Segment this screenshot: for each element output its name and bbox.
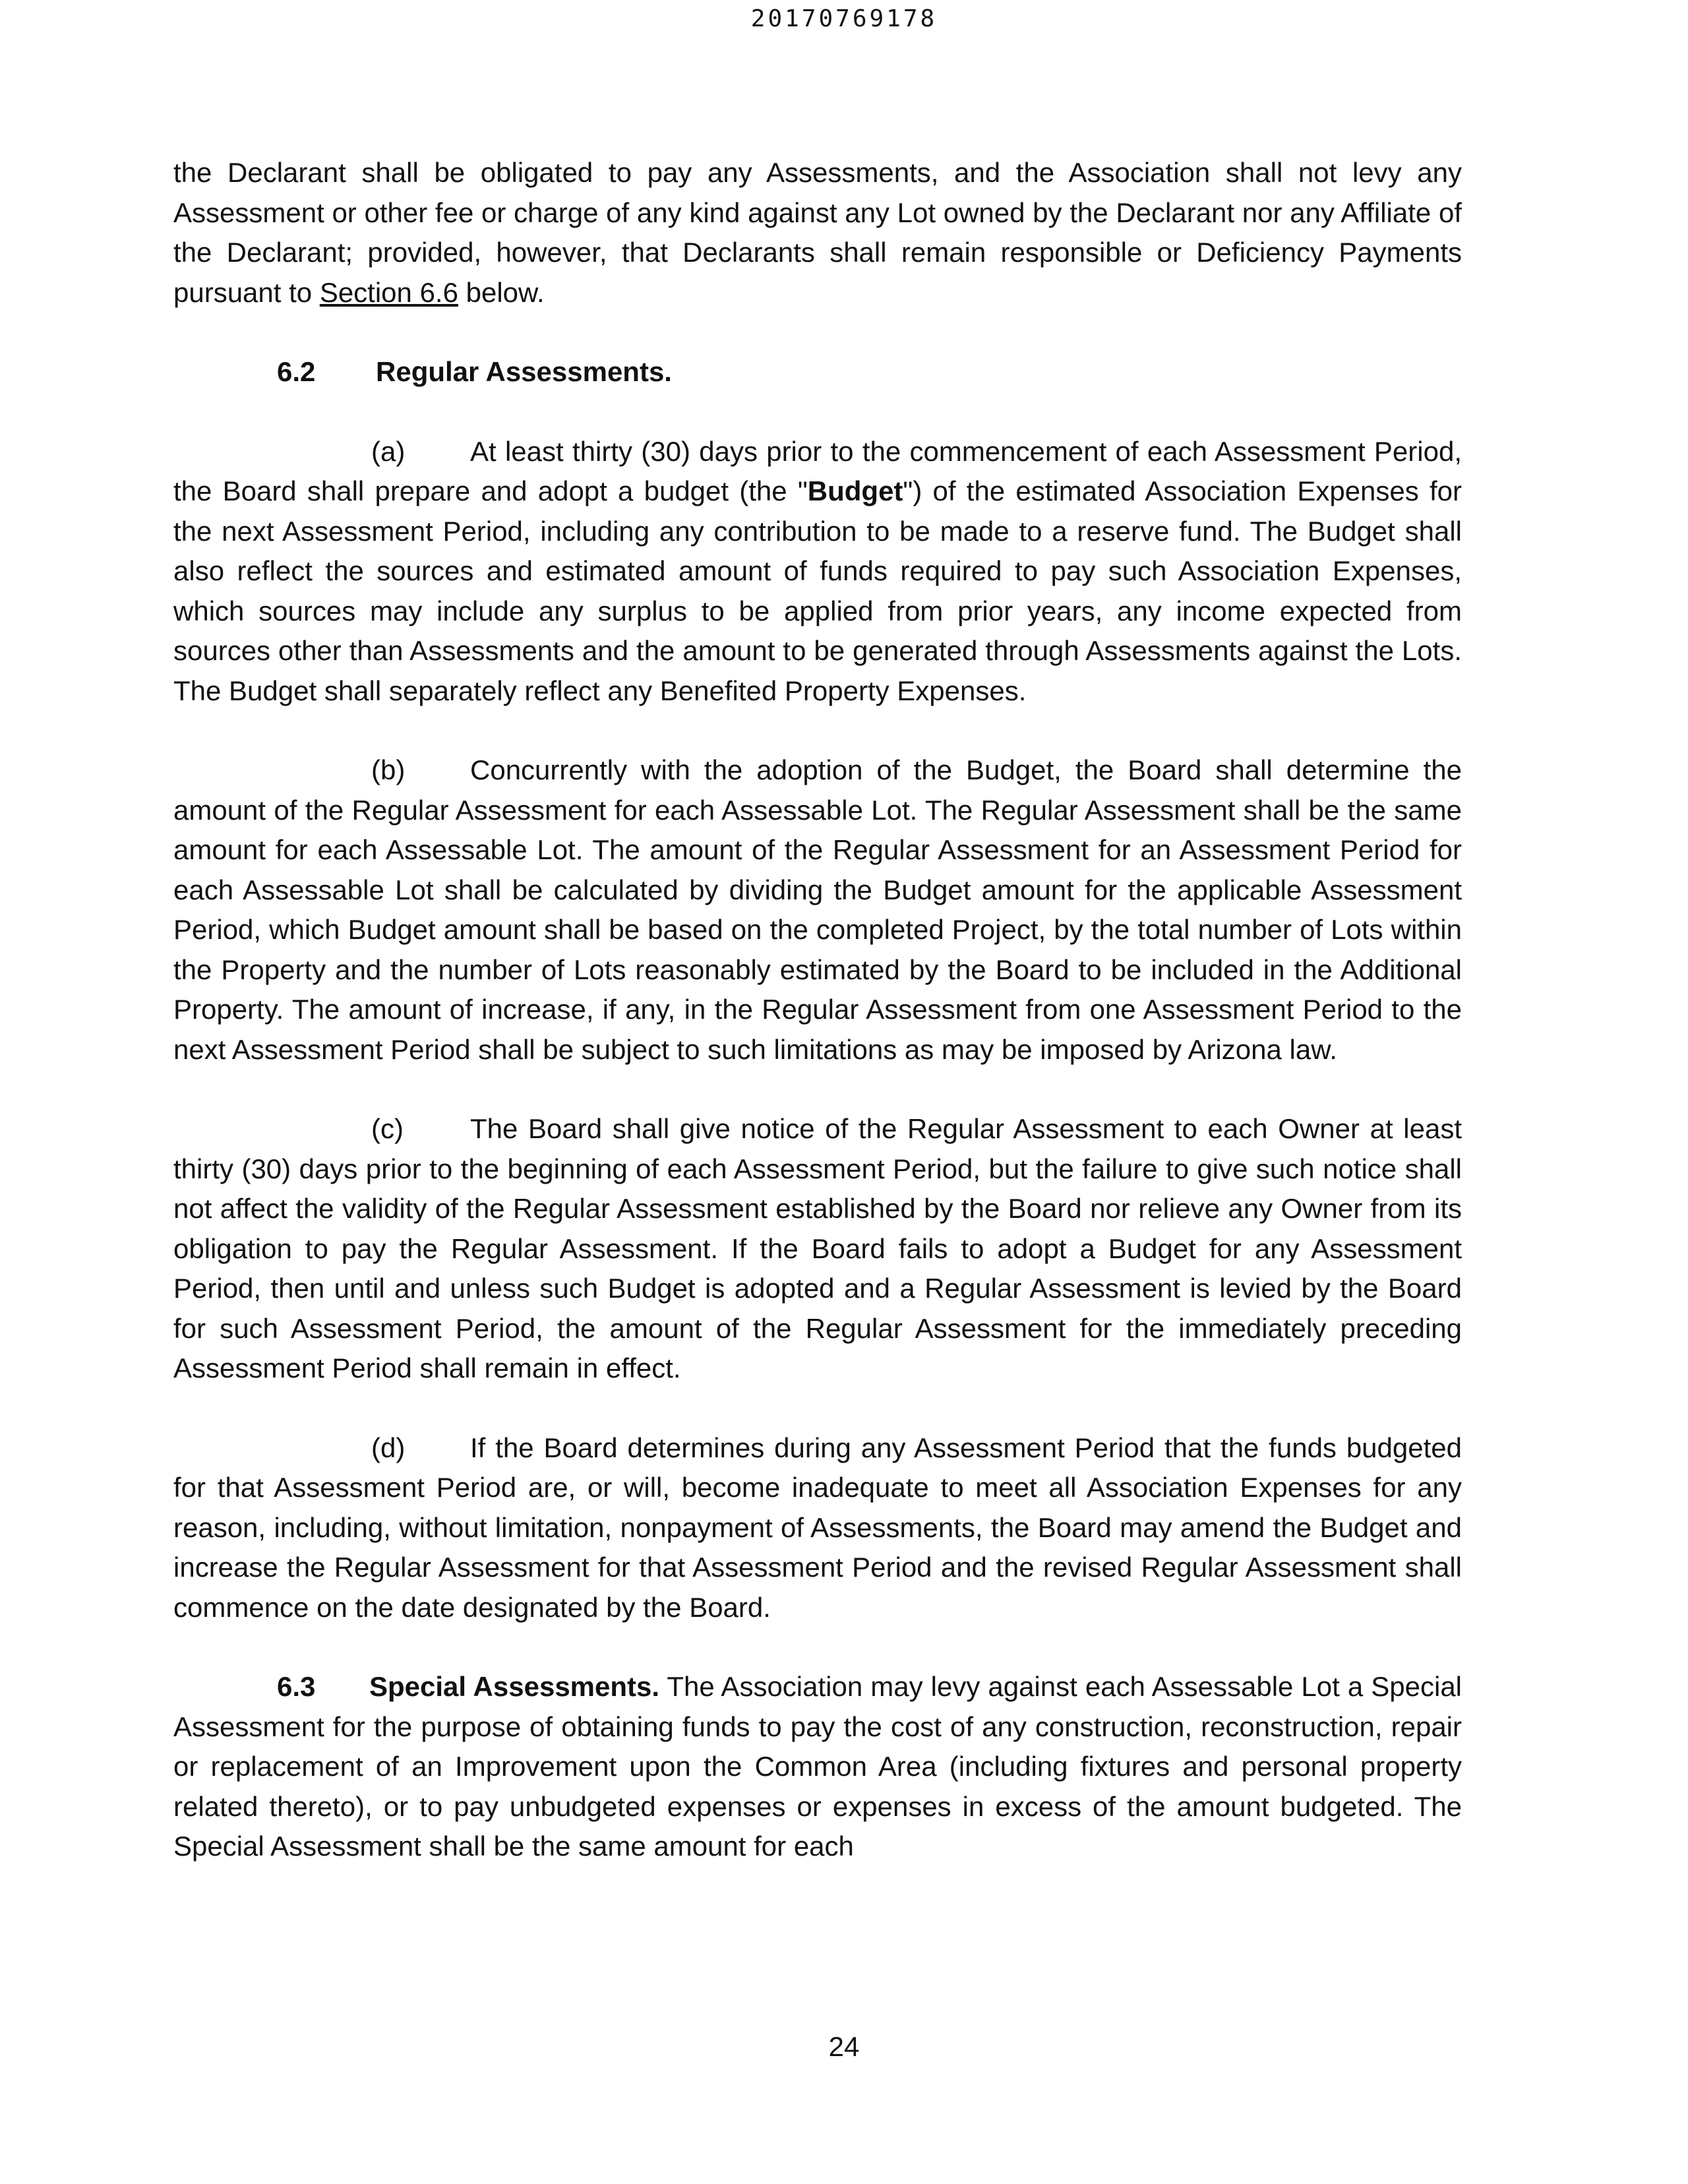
section-6-6-reference: Section 6.6 xyxy=(319,276,458,308)
subparagraph-label: (b) xyxy=(371,754,406,785)
section-title: Regular Assessments. xyxy=(376,356,672,387)
subparagraph-d xyxy=(173,1428,1462,1628)
intro-text: the Declarant shall be obligated to pay any Assessments, and the Association shall not levy any Assessment or other fee or charge of any kind against any Lot owned by the Declarant nor any Affiliate of the Declarant; provided, however, that Declarants shall remain responsible or Deficiency Payments pursuant to xyxy=(173,157,1462,308)
subparagraph-c xyxy=(173,1109,1462,1389)
section-number: 6.3 xyxy=(277,1671,316,1702)
recording-number: 20170769178 xyxy=(750,5,938,32)
section-text: The Association may levy against each Assessable Lot a Special Assessment for the purpose of obtaining funds to pay the cost of any construction, reconstruction, repair or replacement of an Improvement upon the Common Area (including fixtures and personal property related thereto), or to pay unbudgeted expenses or expenses in excess of the amount budgeted. The Special Assessment shall be the same amount for each xyxy=(173,1671,1462,1862)
subparagraph-label: (c) xyxy=(371,1113,404,1144)
subparagraph-b xyxy=(173,750,1462,1070)
section-6-3-paragraph xyxy=(173,1667,1462,1867)
subparagraph-label: (a) xyxy=(371,435,406,467)
subparagraph-text: The Board shall give notice of the Regular Assessment to each Owner at least thirty (30) days prior to the beginning of each Assessment Period, but the failure to give such notice shall not affect the validity of the Regular Assessment established by the Board nor relieve any Owner from its obligation to pay the Regular Assessment. If the Board fails to adopt a Budget for any Assessment Period, then until and unless such Budget is adopted and a Regular Assessment is levied by the Board for such Assessment Period, the amount of the Regular Assessment for the immediately preceding Assessment Period shall remain in effect. xyxy=(173,1113,1462,1383)
page-number: 24 xyxy=(828,2031,860,2062)
section-6-2-heading xyxy=(173,352,1462,392)
section-title: Special Assessments. xyxy=(369,1671,660,1702)
intro-text-end: below. xyxy=(458,276,545,308)
section-number: 6.2 xyxy=(277,356,316,387)
subparagraph-text-end: ") of the estimated Association Expenses for the next Assessment Period, including any contribution to be made to a reserve fund. The Budget shall also reflect the sources and estimated amount of funds required to pay such Association Expenses, which sources may include any surplus to be applied from prior years, any income expected from sources other than Assessments and the amount to be generated through Assessments against the Lots. The Budget shall separately reflect any Benefited Property Expenses. xyxy=(173,475,1462,706)
subparagraph-text: At least thirty (30) days prior to the commencement of each Assessment Period, the Board shall prepare and adopt a budget (the " xyxy=(173,435,1462,506)
subparagraph-text: Concurrently with the adoption of the Budget, the Board shall determine the amount of the Regular Assessment for each Assessable Lot. The Regular Assessment shall be the same amount for each Assessable Lot. The amount of the Regular Assessment for an Assessment Period for each Assessable Lot shall be calculated by dividing the Budget amount for the applicable Assessment Period, which Budget amount shall be based on the completed Project, by the total number of Lots within the Property and the number of Lots reasonably estimated by the Board to be included in the Additional Property. The amount of increase, if any, in the Regular Assessment from one Assessment Period to the next Assessment Period shall be subject to such limitations as may be imposed by Arizona law. xyxy=(173,754,1462,1065)
subparagraph-a xyxy=(173,432,1462,712)
document-body xyxy=(173,153,1462,1867)
intro-paragraph xyxy=(173,153,1462,313)
subparagraph-text: If the Board determines during any Assessment Period that the funds budgeted for that Assessment Period are, or will, become inadequate to meet all Association Expenses for any reason, including, without limitation, nonpayment of Assessments, the Board may amend the Budget and increase the Regular Assessment for that Assessment Period and the revised Regular Assessment shall commence on the date designated by the Board. xyxy=(173,1432,1462,1623)
defined-term-budget: Budget xyxy=(807,475,903,506)
subparagraph-label: (d) xyxy=(371,1432,406,1463)
